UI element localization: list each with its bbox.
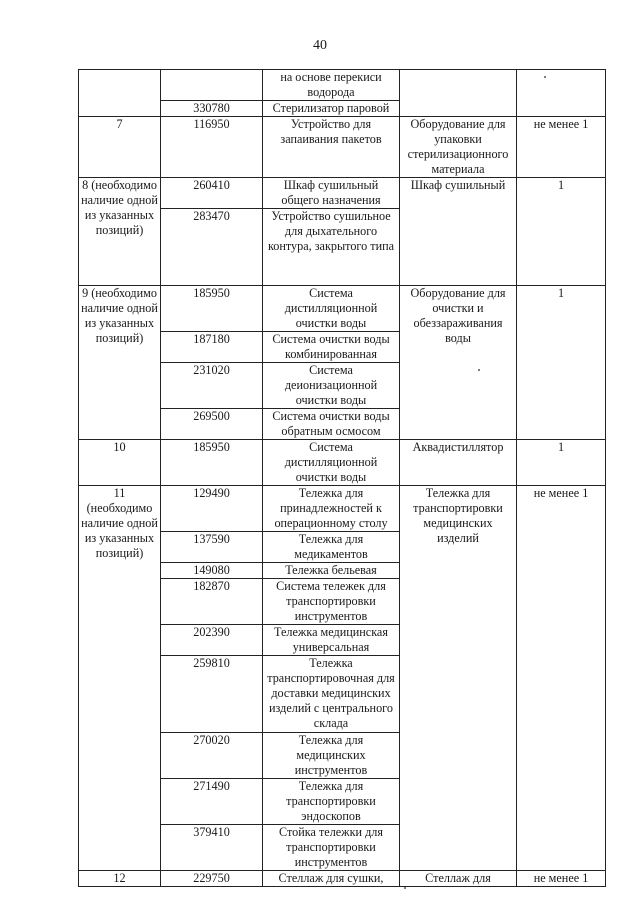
name-cell: Система тележек для транспортировки инструментов <box>263 579 400 625</box>
name-cell: Тележка для транспортировки эндоскопов <box>263 779 400 825</box>
code-cell: 269500 <box>161 409 263 440</box>
code-cell: 271490 <box>161 779 263 825</box>
num-cell: 7 <box>79 117 161 178</box>
code-cell: 283470 <box>161 209 263 286</box>
num-cell: 9 (необходимо наличие одной из указанных позиций) <box>79 286 161 440</box>
page-number: 40 <box>313 38 327 53</box>
code-cell: 129490 <box>161 486 263 532</box>
type-cell: Оборудование для очистки и обеззараживания воды <box>400 286 517 440</box>
name-cell: Система очистки воды обратным осмосом <box>263 409 400 440</box>
table-row <box>79 440 606 486</box>
name-cell: Тележка бельевая <box>263 563 400 579</box>
name-cell: Система дистилляционной очистки воды <box>263 286 400 332</box>
qty-cell: не менее 1 <box>517 871 606 887</box>
num-cell: 10 <box>79 440 161 486</box>
code-cell: 259810 <box>161 656 263 733</box>
num-cell: 8 (необходимо наличие одной из указанных позиций) <box>79 178 161 286</box>
qty-cell: 1 <box>517 286 606 440</box>
code-cell: 182870 <box>161 579 263 625</box>
code-cell: 185950 <box>161 440 263 486</box>
table-row <box>79 286 606 332</box>
code-cell: 137590 <box>161 532 263 563</box>
qty-cell: 1 <box>517 178 606 286</box>
type-cell: Тележка для транспортировки медицинских изделий <box>400 486 517 871</box>
code-cell: 116950 <box>161 117 263 178</box>
code-cell: 229750 <box>161 871 263 887</box>
name-cell: Тележка для принадлежностей к операционному столу <box>263 486 400 532</box>
type-cell: Аквадистиллятор <box>400 440 517 486</box>
type-cell: Шкаф сушильный <box>400 178 517 286</box>
table-row <box>79 486 606 532</box>
code-cell: 231020 <box>161 363 263 409</box>
name-cell: Устройство для запаивания пакетов <box>263 117 400 178</box>
scan-speck <box>404 887 406 889</box>
code-cell: 202390 <box>161 625 263 656</box>
name-cell: Стеллаж для сушки, <box>263 871 400 887</box>
name-cell: Система деионизационной очистки воды <box>263 363 400 409</box>
equipment-table <box>78 69 606 887</box>
name-cell: на основе перекиси водорода <box>263 70 400 101</box>
code-cell: 379410 <box>161 825 263 871</box>
code-cell: 330780 <box>161 101 263 117</box>
qty-cell <box>517 70 606 117</box>
name-cell: Тележка транспортировочная для доставки медицинских изделий с центрального склада <box>263 656 400 733</box>
code-cell: 260410 <box>161 178 263 209</box>
code-cell: 185950 <box>161 286 263 332</box>
name-cell: Стойка тележки для транспортировки инструментов <box>263 825 400 871</box>
table-row <box>79 871 606 887</box>
qty-cell: не менее 1 <box>517 117 606 178</box>
qty-cell: 1 <box>517 440 606 486</box>
type-cell: Стеллаж для <box>400 871 517 887</box>
qty-cell: не менее 1 <box>517 486 606 871</box>
name-cell: Тележка для медикаментов <box>263 532 400 563</box>
num-cell: 11 (необходимо наличие одной из указанных позиций) <box>79 486 161 871</box>
scan-speck <box>544 76 546 78</box>
name-cell: Тележка медицинская универсальная <box>263 625 400 656</box>
scan-speck <box>478 369 480 371</box>
name-cell: Шкаф сушильный общего назначения <box>263 178 400 209</box>
name-cell: Тележка для медицинских инструментов <box>263 733 400 779</box>
name-cell: Система дистилляционной очистки воды <box>263 440 400 486</box>
name-cell: Устройство сушильное для дыхательного контура, закрытого типа <box>263 209 400 286</box>
type-cell <box>400 70 517 117</box>
name-cell: Стерилизатор паровой <box>263 101 400 117</box>
num-cell: 12 <box>79 871 161 887</box>
name-cell: Система очистки воды комбинированная <box>263 332 400 363</box>
code-cell: 270020 <box>161 733 263 779</box>
code-cell: 149080 <box>161 563 263 579</box>
table-row <box>79 178 606 209</box>
table-row <box>79 70 606 101</box>
table-row <box>79 117 606 178</box>
code-cell: 187180 <box>161 332 263 363</box>
code-cell <box>161 70 263 101</box>
num-cell <box>79 70 161 117</box>
type-cell: Оборудование для упаковки стерилизационного материала <box>400 117 517 178</box>
